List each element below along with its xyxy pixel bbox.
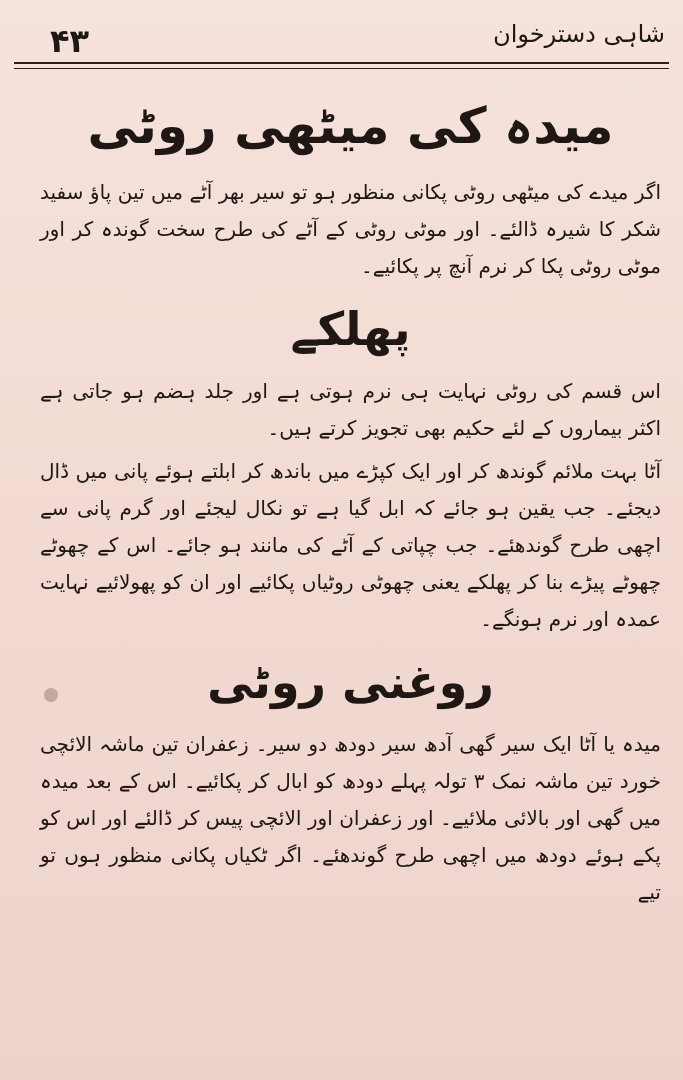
paragraph-phulke-intro: اس قسم کی روٹی نہایت ہی نرم ہوتی ہے اور جلد ہضم ہو جاتی ہے اکثر بیماروں کے لئے حکیم بھی تجویز کرتے ہیں۔ <box>40 379 661 440</box>
section-title-phulke: پھلکے <box>290 302 411 356</box>
ink-spot <box>44 688 58 702</box>
section-title-roghni-roti: روغنی روٹی <box>207 655 494 709</box>
paragraph-sweet-bread: اگر میدے کی میٹھی روٹی پکانی منظور ہو تو سیر بھر آٹے میں تین پاؤ سفید شکر کا شیرہ ڈالئے۔ اور موٹی روٹی کے آٹے کی طرح سخت گوندہ کر اور موٹی روٹی پکا کر نرم آنچ پر پکائیے۔ <box>40 180 661 278</box>
page-content <box>40 78 661 911</box>
section-title-sweet-bread: میدہ کی میٹھی روٹی <box>87 97 614 155</box>
header-rule <box>14 68 669 69</box>
page-header <box>14 12 669 64</box>
paragraph-phulke-method: آٹا بہت ملائم گوندھ کر اور ایک کپڑے میں باندھ کر ابلتے ہوئے پانی میں ڈال دیجئے۔ جب یقین ہو جائے کہ ابل گیا ہے تو نکال لیجئے اور گرم پانی سے اچھی طرح گوندھئے۔ جب چپاتی کے آٹے کی مانند ہو جائے۔ اس کے چھوٹے چھوٹے پیڑے بنا کر پھلکے یعنی چھوٹی روٹیاں پکائیے اور ان کو پھولائیے نہایت عمدہ اور نرم ہونگے۔ <box>40 459 661 631</box>
running-head: شاہی دسترخوان <box>493 20 665 48</box>
paragraph-roghni-roti: میدہ یا آٹا ایک سیر گھی آدھ سیر دودھ دو سیر۔ زعفران تین ماشہ الائچی خورد تین ماشہ نمک ۳ تولہ پہلے دودھ کو ابال کر پکائیے۔ اس کے بعد میدہ میں گھی اور بالائی ملائیے۔ اور زعفران اور الائچی پیس کر ڈالئے اور اس کو پکے ہوئے دودھ میں اچھی طرح گوندھئے۔ اگر ٹکیاں پکانی منظور ہوں تو تیے <box>40 732 662 904</box>
page-number: ۴۳ <box>50 22 90 60</box>
